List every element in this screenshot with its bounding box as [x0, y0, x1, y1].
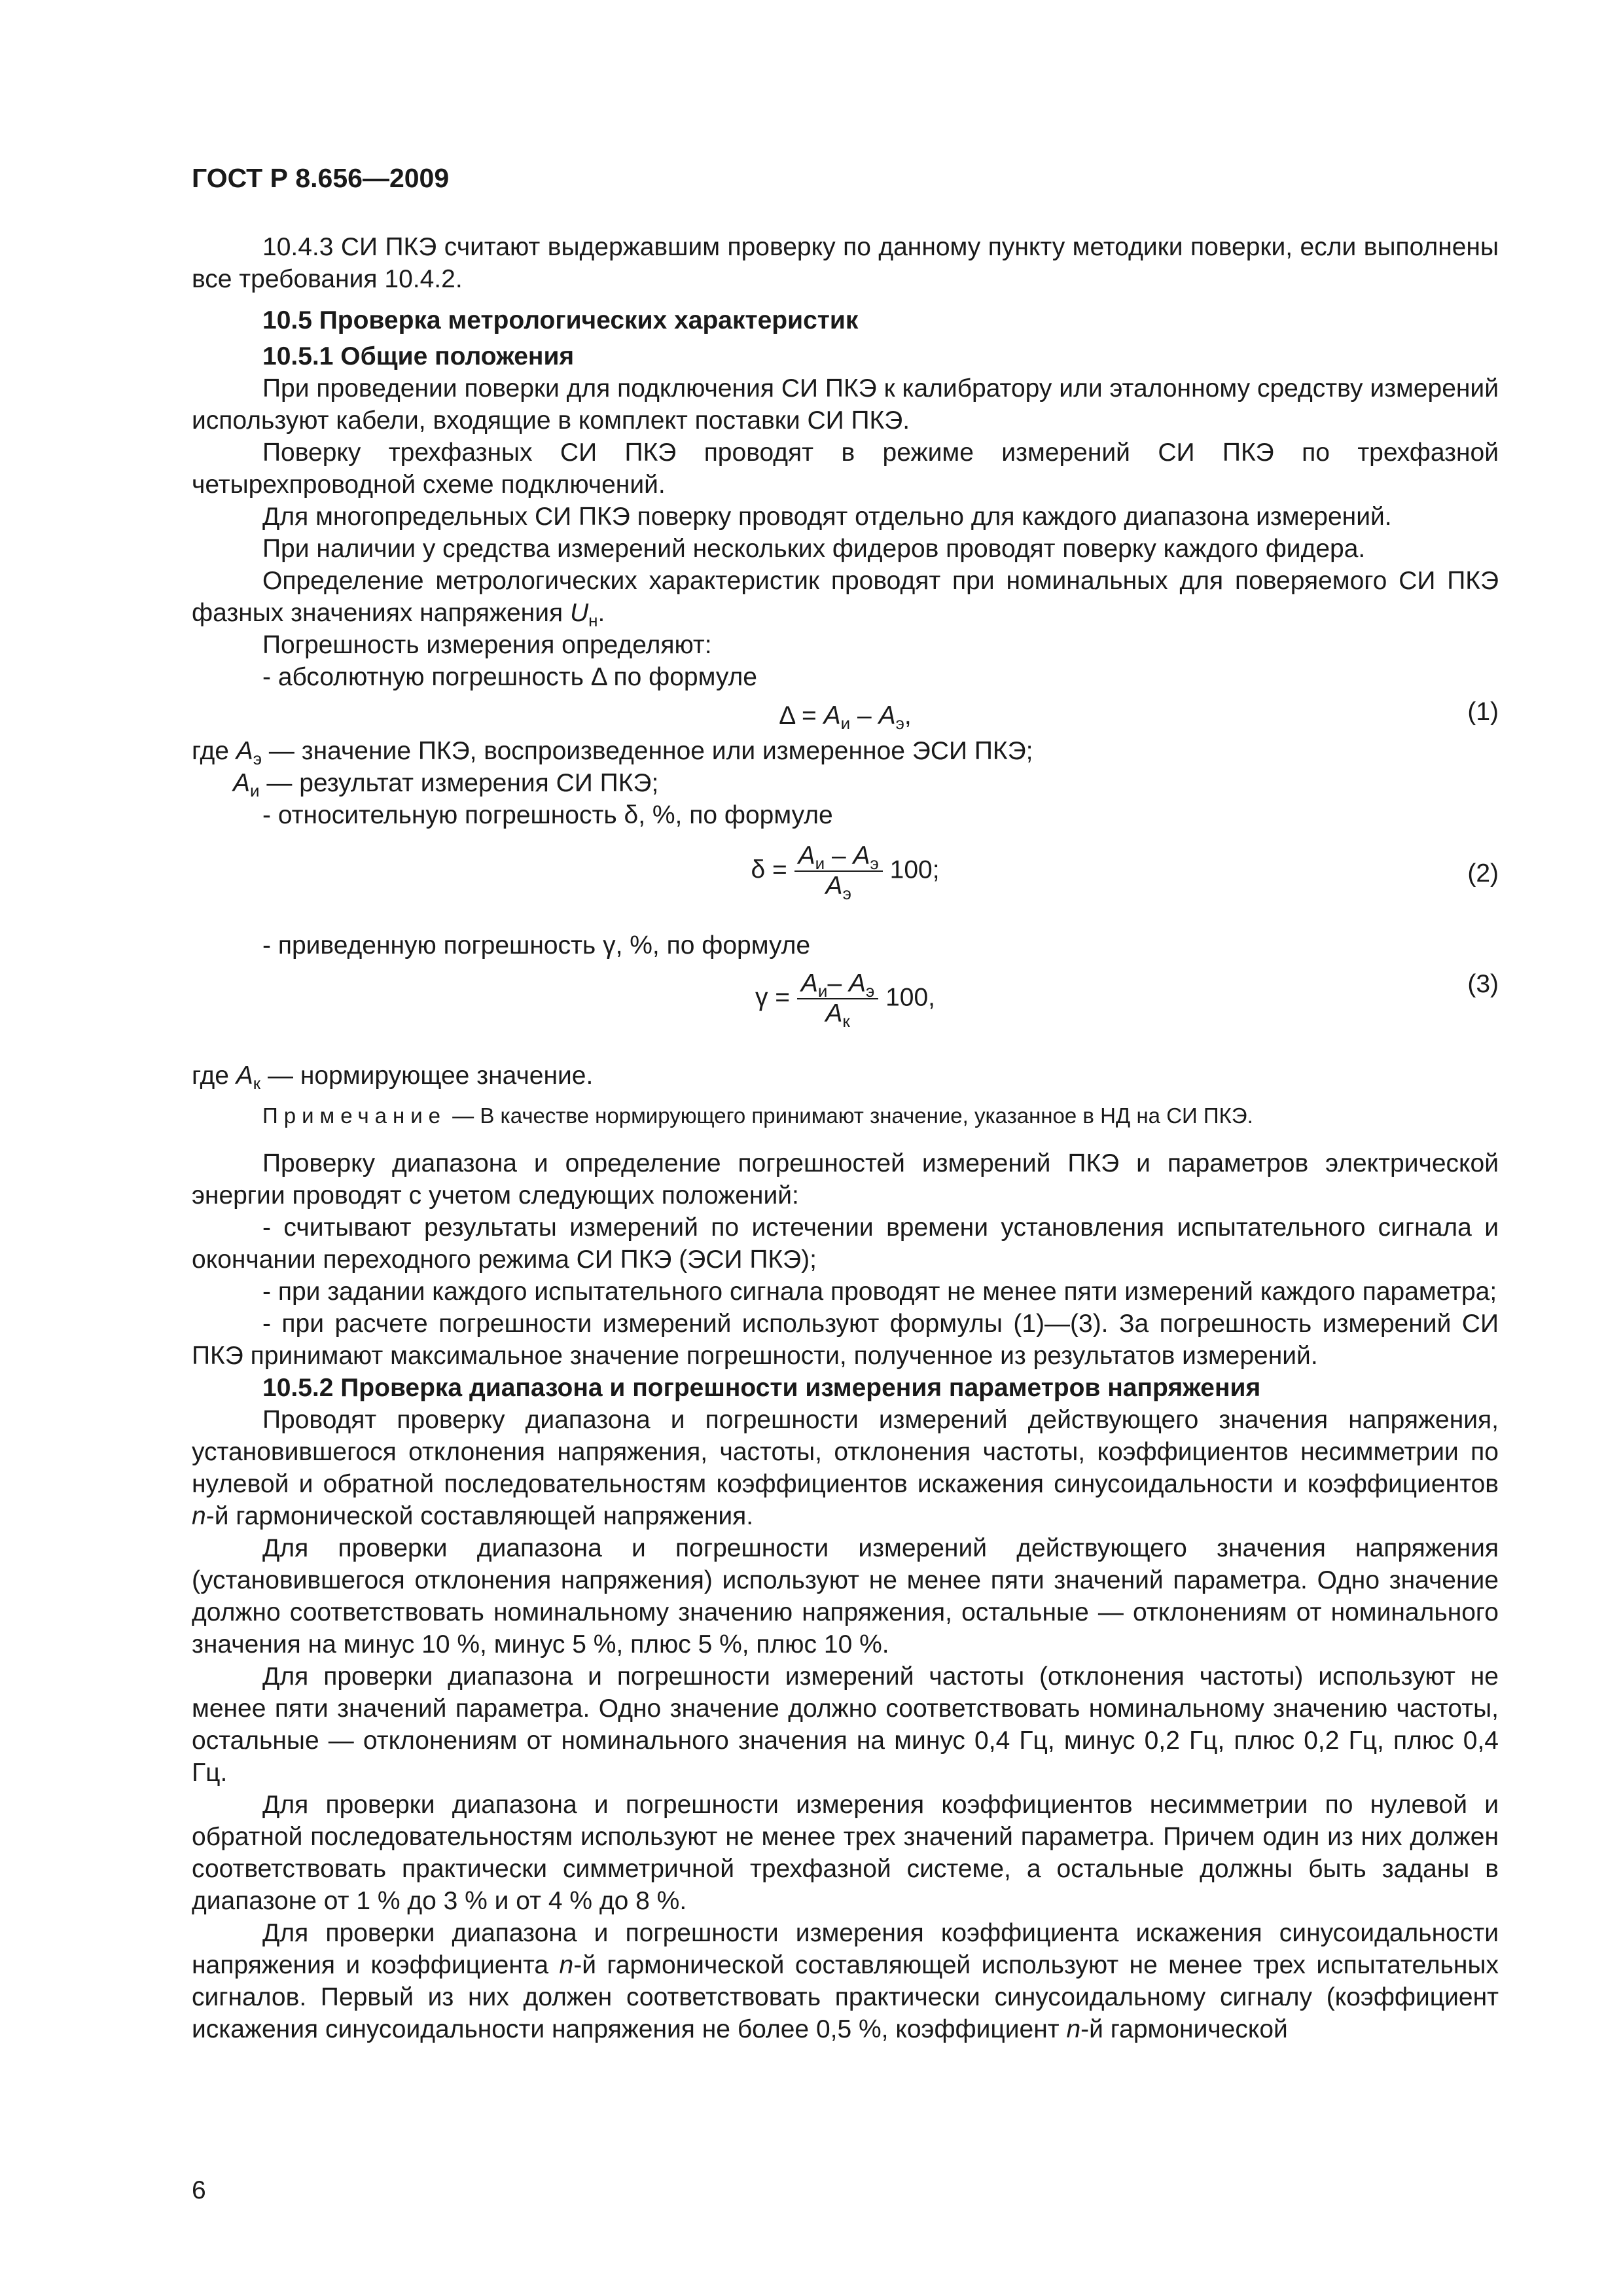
page-content [192, 231, 1499, 2045]
subscript: э [842, 884, 851, 903]
formula-variable: A [825, 872, 843, 900]
paragraph: Для многопредельных СИ ПКЭ поверку проводят отдельно для каждого диапазона измерений. [262, 503, 1392, 531]
paragraph: При наличии у средства измерений нескольких фидеров проводят поверку каждого фидера. [262, 535, 1366, 563]
paragraph: При проведении поверки для подключения СИ ПКЭ к калибратору или эталонному средству измерений используют кабели, входящие в комплект поставки СИ ПКЭ. [192, 374, 1499, 435]
definition-line [192, 767, 1499, 799]
formula-variable: A [823, 702, 841, 730]
paragraph-text: Определение метрологических характеристик проводят при номинальных для поверяемого СИ ПКЭ фазных значениях напряжения [192, 567, 1499, 627]
paragraph: Для проверки диапазона и погрешности измерения коэффициентов несимметрии по нулевой и обратной последовательностям используют не менее трех значений параметра. Причем один из них должен соответствовать практически симметричной трехфазной системе, а остальные должны быть заданы в диапазоне от 1 % до 3 % и от 4 % до 8 %. [192, 1791, 1499, 1915]
paragraph [192, 565, 1499, 629]
definition-text: — нормирующее значение. [260, 1062, 594, 1090]
subscript: и [840, 713, 851, 733]
list-item: - относительную погрешность δ, %, по формуле [262, 801, 833, 829]
formula-variable: A [825, 999, 843, 1028]
paragraph: Для проверки диапазона и погрешности измерений частоты (отклонения частоты) используют не менее пяти значений параметра. Одно значение должно соответствовать номинальному значению частоты, остальные — отклонениям от номинального значения на минус 0,4 Гц, минус 0,2 Гц, плюс 0,2 Гц, плюс 0,4 Гц. [192, 1662, 1499, 1787]
formula-variable: A [848, 969, 866, 997]
formula-punctuation: , [904, 702, 912, 730]
note [192, 1100, 1499, 1132]
subscript: э [870, 853, 879, 873]
subscript: э [253, 749, 262, 768]
paragraph [192, 1917, 1499, 2045]
formula-tail: 100, [878, 983, 936, 1012]
paragraph: Для проверки диапазона и погрешности измерений действующего значения напряжения (установившегося отклонения напряжения) используют не менее пяти значений параметра. Одно значение должно соответствовать номинальному значению напряжения, остальные — отклонениям от номинального значения на минус 10 %, минус 5 %, плюс 5 %, плюс 10 %. [192, 1534, 1499, 1659]
note-label: Примечание [262, 1103, 447, 1128]
formula-variable: A [236, 1062, 253, 1090]
formula-symbol: γ = [755, 983, 797, 1012]
formula-operator: – [850, 702, 879, 730]
document-header: ГОСТ Р 8.656—2009 [192, 163, 450, 193]
variable-n: n [559, 1951, 574, 1979]
list-item: - приведенную погрешность γ, %, по формуле [262, 931, 811, 960]
variable-u: U [569, 599, 589, 627]
list-item: - абсолютную погрешность Δ по формуле [262, 663, 757, 691]
formula-number: (1) [1467, 698, 1499, 726]
list-item: - при расчете погрешности измерений используют формулы (1)—(3). За погрешность измерений СИ ПКЭ принимают максимальное значение погрешности, полученное из результатов измерений. [192, 1310, 1499, 1370]
variable-n: n [192, 1502, 206, 1530]
definition-prefix: где [192, 737, 236, 765]
formula-number: (2) [1467, 859, 1499, 888]
paragraph-text: Для проверки диапазона и погрешности измерения коэффициента искажения синусоидальности напряжения и коэффициента [192, 1919, 1499, 1979]
formula-expression [192, 969, 1499, 1031]
variable-n: n [1066, 2015, 1081, 2043]
paragraph: Погрешность измерения определяют: [262, 631, 712, 659]
formula-expression [192, 842, 1499, 901]
formula-1 [192, 693, 1499, 735]
list-item: - считывают результаты измерений по истечении времени установления испытательного сигнала и окончании переходного режима СИ ПКЭ (ЭСИ ПКЭ); [192, 1213, 1499, 1274]
fraction-numerator [794, 842, 883, 872]
paragraph [192, 1404, 1499, 1532]
formula-variable: A [236, 737, 253, 765]
definition-text: — значение ПКЭ, воспроизведенное или измеренное ЭСИ ПКЭ; [262, 737, 1033, 765]
formula-2 [192, 831, 1499, 929]
formula-3 [192, 961, 1499, 1060]
formula-operator: = [794, 702, 824, 730]
paragraph-text: -й гармонической составляющей напряжения. [205, 1502, 754, 1530]
fraction [797, 969, 878, 1031]
formula-expression [192, 700, 1499, 732]
paragraph-text: -й гармонической [1080, 2015, 1288, 2043]
definition-line [192, 735, 1499, 767]
formula-variable: A [233, 769, 251, 797]
punctuation: . [597, 599, 605, 627]
paragraph: Проверку диапазона и определение погрешностей измерений ПКЭ и параметров электрической энергии проводят с учетом следующих положений: [192, 1149, 1499, 1210]
formula-tail: 100; [882, 855, 940, 884]
formula-variable: A [878, 702, 896, 730]
paragraph-text: -й гармонической составляющей используют не менее трех испытательных сигналов. Первый из них должен соответствовать практически синусоидальному сигналу (коэффициент искажения синусоидальности напряжения не более 0,5 %, коэффициент [192, 1951, 1499, 2043]
note-text: — В качестве нормирующего принимают значение, указанное в НД на СИ ПКЭ. [446, 1103, 1253, 1128]
subscript: н [588, 611, 598, 630]
definition-line [192, 1060, 1499, 1092]
paragraph-10-4-3: 10.4.3 СИ ПКЭ считают выдержавшим проверку по данному пункту методики поверки, если выполнены все требования 10.4.2. [192, 233, 1499, 293]
page-number: 6 [192, 2176, 206, 2204]
section-heading-10-5-1: 10.5.1 Общие положения [262, 342, 575, 370]
formula-symbol: Δ [779, 702, 795, 730]
fraction [794, 842, 883, 901]
formula-operator: – [825, 842, 853, 870]
subscript: э [895, 713, 904, 733]
formula-number: (3) [1467, 970, 1499, 998]
definition-text: — результат измерения СИ ПКЭ; [259, 769, 659, 797]
subscript: к [842, 1011, 850, 1031]
subscript: к [253, 1073, 261, 1093]
formula-symbol: δ = [751, 855, 794, 884]
subscript: и [815, 853, 825, 873]
section-heading-10-5-2: 10.5.2 Проверка диапазона и погрешности измерения параметров напряжения [262, 1374, 1261, 1402]
paragraph: Поверку трехфазных СИ ПКЭ проводят в режиме измерений СИ ПКЭ по трехфазной четырехпроводной схеме подключений. [192, 439, 1499, 499]
paragraph-text: Проводят проверку диапазона и погрешности измерений действующего значения напряжения, установившегося отклонения напряжения, частоты, отклонения частоты, коэффициентов несимметрии по нулевой и обратной последовательностям коэффициентов искажения синусоидальности и коэффициентов [192, 1406, 1499, 1498]
formula-variable: A [853, 842, 870, 870]
subscript: и [817, 981, 828, 1001]
formula-variable: A [800, 969, 818, 997]
fraction-numerator [797, 969, 878, 999]
subscript: э [866, 981, 875, 1001]
definition-prefix: где [192, 1062, 236, 1090]
formula-variable: A [798, 842, 815, 870]
fraction-denominator [797, 999, 878, 1031]
fraction-denominator [794, 872, 883, 901]
section-heading-10-5: 10.5 Проверка метрологических характеристик [262, 306, 859, 334]
formula-operator: – [827, 969, 849, 997]
subscript: и [250, 781, 260, 800]
list-item: - при задании каждого испытательного сигнала проводят не менее пяти измерений каждого параметра; [262, 1278, 1497, 1306]
